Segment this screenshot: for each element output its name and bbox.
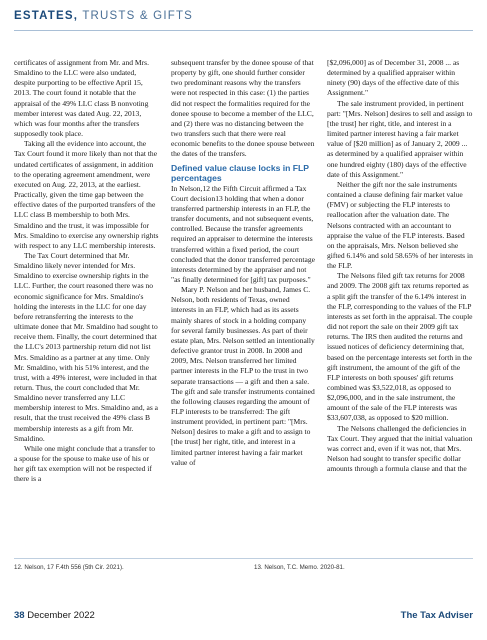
paragraph: While one might conclude that a transfer to a spouse for the spouse to make use of his or her gift tax exemption will not be respected if there is a <box>14 443 155 484</box>
paragraph: [$2,096,000] as of December 31, 2008 ... as determined by a qualified appraiser within ninety (90) days of the effective date of this Assignment." <box>327 58 460 98</box>
paragraph: Mary P. Nelson and her husband, James C. Nelson, both residents of Texas, owned interests in an FLP, which had as its assets mainly shares of stock in a holding company for several family businesses. As part of their estate plan, Mrs. Nelson settled an intentionally defective grantor trust in 2008. In 2008 and 2009, Mrs. Nelson transferred her limited partner interests in the FLP to the trust in two separate transactions — a gift and then a sale. The gift and sale transfer instruments contained the following clauses regarding the amount of FLP interests to be transferred: The gift instrument provided, in pertinent part: "[Mrs. Nelson] desires to make a gift and to assign to [the trust] her right, title, and interest in a limited partner interest having a fair market value of <box>171 285 315 467</box>
footnote-12: 12. Nelson, 17 F.4th 556 (5th Cir. 2021). <box>14 564 124 571</box>
page-footer-left <box>14 610 95 621</box>
paragraph: Taking all the evidence into account, the Tax Court found it more likely than not that the undated certificates of assignment, in addition to the operating agreement amendment, were executed on Aug. 22, 2013, at the earliest. Practically, given the time gap between the effective dates of the purported transfers of the LLC class B membership to both Mrs. Smaldino and the trust, it was impossible for Mrs. Smaldino to exercise any ownership rights with respect to any LLC membership interests. <box>14 139 159 250</box>
section-header-bold: ESTATES, <box>14 10 79 22</box>
paragraph: Neither the gift nor the sale instruments contained a clause defining fair market value (FMV) or subjecting the FLP interests to reallocation after the valuation date. The Nelsons contracted with an accountant to appraise the value of the FLP interests. Based on the appraisals, Mrs. Nelson believed she gifted 6.14% and sold 58.65% of her interests in the FLP. <box>327 179 473 271</box>
paragraph: subsequent transfer by the donee spouse of that property by gift, one should further consider two predominant reasons why the transfers were not respected in this case: (1) the parties did not respect the formalities required for the donee spouse to become a member of the LLC, and (2) there was no distancing between the two transfers such that there were real economic benefits to the donee spouse between the dates of the transfers. <box>171 58 315 159</box>
paragraph: The Nelsons challenged the deficiencies in Tax Court. They argued that the initial valuation was correct and, even if it was not, that Mrs. Nelson had sought to transfer specific dollar amounts through a formula clause and that the <box>327 423 473 474</box>
column-1 <box>14 58 159 485</box>
publication-name: The Tax Adviser <box>400 610 473 621</box>
paragraph: The Tax Court determined that Mr. Smaldino likely never intended for Mrs. Smaldino to exercise ownership rights in the LLC. Further, the court reasoned there was no economic significance for Mrs. Smaldino's holding the interests in the LLC for one day before retransferring the interests to the ultimate donee that Mr. Smaldino had sought to receive them. Finally, the court determined that the LLC's 2013 partnership return did not list Mrs. Smaldino as a partner at any time. Only Mr. Smaldino, with his 51% interest, and the trust, with a 49% interest, were included in that return. Thus, the court concluded that Mr. Smaldino never transferred any LLC membership interest to Mrs. Smaldino and, as a result, that the trust received the 49% class B membership interests as a gift from Mr. Smaldino. <box>14 250 158 443</box>
footnote-13: 13. Nelson, T.C. Memo. 2020-81. <box>254 564 345 571</box>
paragraph: In Nelson,12 the Fifth Circuit affirmed a Tax Court decision13 holding that when a donor transferred partnership interests in an FLP, the transfer documents, and not subsequent events, controlled. Because the transfer agreements required an appraiser to determine the interests transferred within a fixed period, the court concluded that the donor transferred percentage interests determined by the appraiser and not "as finally determined for [gift] tax purposes." <box>171 183 315 284</box>
paragraph: The sale instrument provided, in pertinent part: "[Mrs. Nelson] desires to sell and assign to [the trust] her right, title, and interest in a limited partner interest having a fair market value of [$20 million] as of January 2, 2009 ... as determined by a qualified appraiser within one hundred eighty (180) days of the effective date of this Assignment." <box>327 98 473 179</box>
subheading: Defined value clause locks in FLP percentages <box>171 162 309 184</box>
issue-date: December 2022 <box>27 610 95 621</box>
section-header-rest: TRUSTS & GIFTS <box>82 10 194 22</box>
paragraph: The Nelsons filed gift tax returns for 2008 and 2009. The 2008 gift tax returns reported as a split gift the transfer of the 6.14% interest in the FLP, corresponding to the values of the FLP interests as set forth in the appraisal. The couple did not report the sale on their 2009 gift tax returns. The IRS then audited the returns and issued notices of deficiency determining that, based on the percentage interests set forth in the gift instrument, the amount of the gift of the FLP interests on both spouses' gift returns combined was $3,522,018, as opposed to $2,096,000, and in the sale instrument, the amount of the sale of the FLP interests was $33,607,038, as opposed to $20 million. <box>327 271 473 423</box>
header-rule <box>14 30 473 31</box>
footnote-rule <box>14 558 473 559</box>
column-3 <box>327 58 473 474</box>
page-number: 38 <box>14 610 25 621</box>
paragraph: certificates of assignment from Mr. and Mrs. Smaldino to the LLC were also undated, despite purporting to be effective April 15, 2013. The court found it notable that the appraisal of the 49% LLC class B nonvoting member interest was dated Aug. 22, 2013, which was four months after the transfers supposedly took place. <box>14 58 149 139</box>
section-header <box>14 10 193 28</box>
column-2 <box>171 58 316 468</box>
